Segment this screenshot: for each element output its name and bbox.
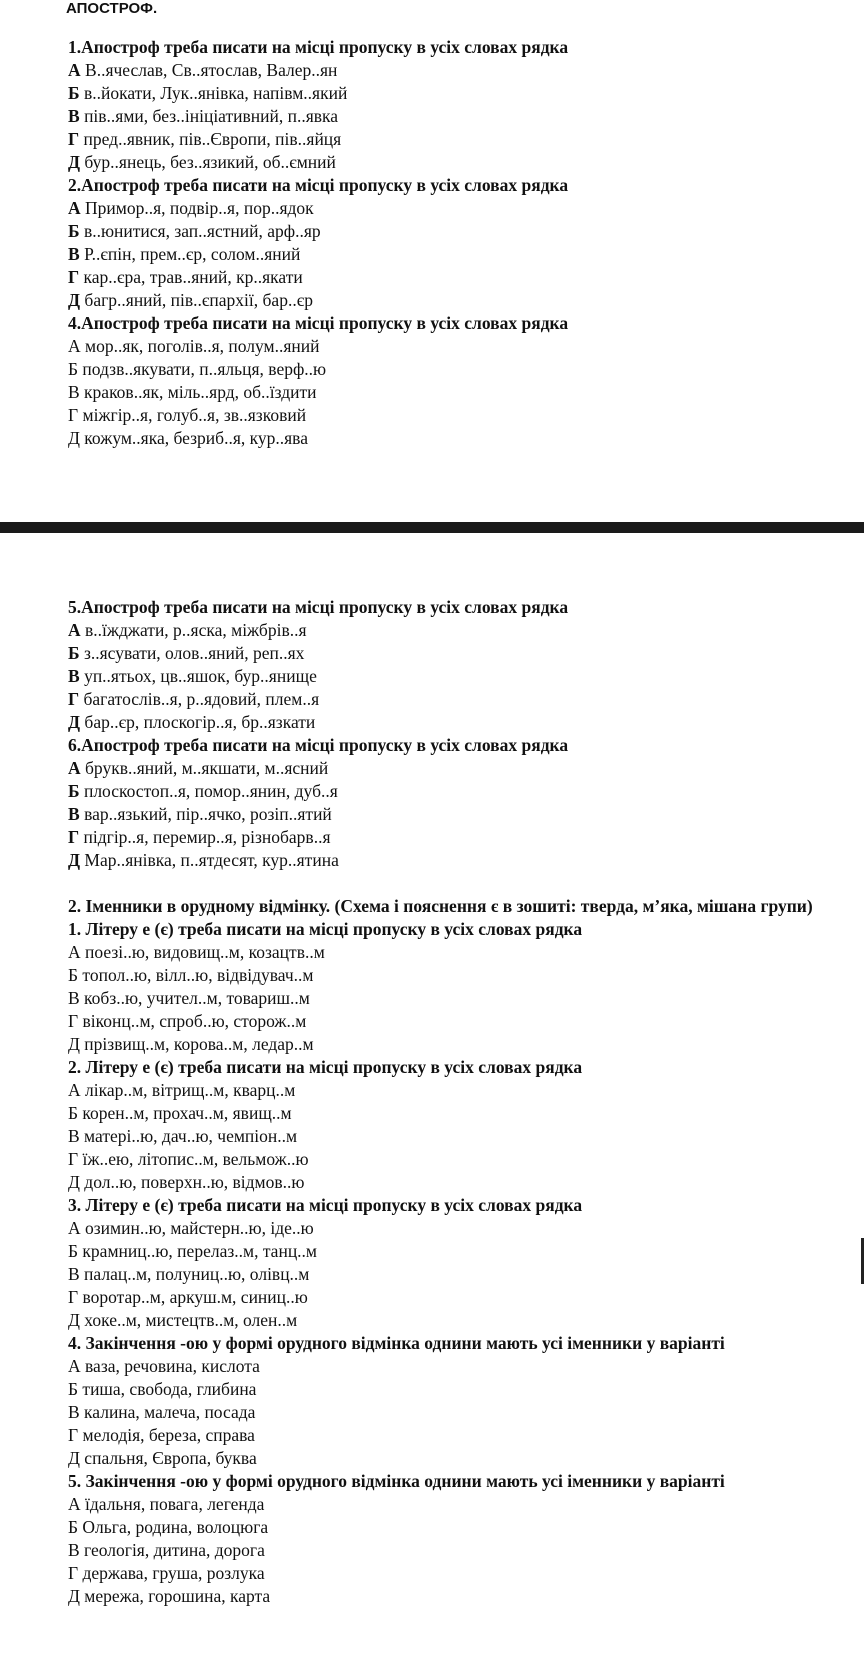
answer-option: Д Мар..янівка, п..ятдесят, кур..ятина [68, 850, 339, 870]
question-heading: 5. Закінчення -ою у формі орудного відмінка однини мають усі іменники у варіанті [68, 1471, 725, 1491]
answer-option: А лікар..м, вітрищ..м, кварц..м [68, 1080, 296, 1100]
answer-option: В уп..ятьох, цв..яшок, бур..янище [68, 666, 317, 686]
question-heading: 4.Апостроф треба писати на місці пропуску в усіх словах рядка [68, 313, 569, 333]
answer-option: Б подзв..якувати, п..яльця, верф..ю [68, 359, 327, 379]
answer-option: Б плоскостоп..я, помор..янин, дуб..я [68, 781, 338, 801]
apostrophe-part2 [68, 596, 858, 1608]
answer-option: В вар..язький, пір..ячко, розіп..ятий [68, 804, 332, 824]
answer-option: В краков..як, міль..ярд, об..їздити [68, 382, 317, 402]
question-heading: 1.Апостроф треба писати на місці пропуску в усіх словах рядка [68, 37, 569, 57]
answer-option: Г пред..явник, пів..Європи, пів..яйця [68, 129, 342, 149]
answer-option: А брукв..яний, м..якшати, м..ясний [68, 758, 329, 778]
answer-option: Б тиша, свобода, глибина [68, 1379, 257, 1399]
answer-option: Б в..юнитися, зап..ястний, арф..яр [68, 221, 321, 241]
answer-option: В геологія, дитина, дорога [68, 1540, 265, 1560]
answer-option: А В..ячеслав, Св..ятослав, Валер..ян [68, 60, 338, 80]
question-heading: 1. Літеру е (є) треба писати на місці пропуску в усіх словах рядка [68, 919, 583, 939]
answer-option: Б з..ясувати, олов..яний, реп..ях [68, 643, 305, 663]
page-title: АПОСТРОФ. [66, 0, 158, 17]
answer-option: Г кар..єра, трав..яний, кр..якати [68, 267, 303, 287]
question-heading: 5.Апостроф треба писати на місці пропуску в усіх словах рядка [68, 597, 569, 617]
answer-option: А Примор..я, подвір..я, пор..ядок [68, 198, 314, 218]
answer-option: Д кожум..яка, безриб..я, кур..ява [68, 428, 308, 448]
answer-option: Г воротар..м, аркуш.м, синиц..ю [68, 1287, 308, 1307]
answer-option: Б в..йокати, Лук..янівка, напівм..який [68, 83, 348, 103]
answer-option: Д бар..єр, плоскогір..я, бр..язкати [68, 712, 316, 732]
answer-option: А мор..як, поголів..я, полум..яний [68, 336, 320, 356]
answer-option: А озимин..ю, майстерн..ю, іде..ю [68, 1218, 314, 1238]
answer-option: А їдальня, повага, легенда [68, 1494, 265, 1514]
answer-option: Д бур..янець, без..язикий, об..ємний [68, 152, 336, 172]
answer-option: Г багатослів..я, р..ядовий, плем..я [68, 689, 320, 709]
answer-option: Д спальня, Європа, буква [68, 1448, 257, 1468]
answer-option: Д прізвищ..м, корова..м, ледар..м [68, 1034, 314, 1054]
answer-option: Г підгір..я, перемир..я, різнобарв..я [68, 827, 331, 847]
question-heading: 3. Літеру е (є) треба писати на місці пропуску в усіх словах рядка [68, 1195, 583, 1215]
answer-option: В кобз..ю, учител..м, товариш..м [68, 988, 310, 1008]
answer-option: Б топол..ю, вілл..ю, відвідувач..м [68, 965, 314, 985]
answer-option: В Р..єпін, прем..єр, солом..яний [68, 244, 301, 264]
answer-option: Д мережа, горошина, карта [68, 1586, 271, 1606]
question-heading: 6.Апостроф треба писати на місці пропуску в усіх словах рядка [68, 735, 569, 755]
apostrophe-part1 [68, 36, 858, 450]
answer-option: Г їж..ею, літопис..м, вельмож..ю [68, 1149, 309, 1169]
question-heading: 4. Закінчення -ою у формі орудного відмінка однини мають усі іменники у варіанті [68, 1333, 725, 1353]
answer-option: Б Ольга, родина, волоцюга [68, 1517, 269, 1537]
answer-option: А ваза, речовина, кислота [68, 1356, 260, 1376]
answer-option: Г міжгір..я, голуб..я, зв..язковий [68, 405, 307, 425]
answer-option: В калина, малеча, посада [68, 1402, 256, 1422]
answer-option: Б крамниц..ю, перелаз..м, танц..м [68, 1241, 318, 1261]
answer-option: В матері..ю, дач..ю, чемпіон..м [68, 1126, 298, 1146]
answer-option: Д хоке..м, мистецтв..м, олен..м [68, 1310, 298, 1330]
answer-option: В палац..м, полуниц..ю, олівц..м [68, 1264, 310, 1284]
answer-option: А в..їжджати, р..яска, міжбрів..я [68, 620, 307, 640]
answer-option: Г мелодія, береза, справа [68, 1425, 255, 1445]
answer-option: Г віконц..м, спроб..ю, сторож..м [68, 1011, 307, 1031]
answer-option: А поезі..ю, видовищ..м, козацтв..м [68, 942, 325, 962]
answer-option: Б корен..м, прохач..м, явищ..м [68, 1103, 292, 1123]
answer-option: В пів..ями, без..ініціативний, п..явка [68, 106, 339, 126]
question-heading: 2.Апостроф треба писати на місці пропуску в усіх словах рядка [68, 175, 569, 195]
answer-option: Д багр..яний, пів..єпархії, бар..єр [68, 290, 313, 310]
answer-option: Д дол..ю, поверхн..ю, відмов..ю [68, 1172, 305, 1192]
page-divider [0, 522, 864, 533]
section-heading: 2. Іменники в орудному відмінку. (Схема і пояснення є в зошиті: тверда, м’яка, мішана групи) [68, 896, 813, 916]
answer-option: Г держава, груша, розлука [68, 1563, 265, 1583]
question-heading: 2. Літеру е (є) треба писати на місці пропуску в усіх словах рядка [68, 1057, 583, 1077]
